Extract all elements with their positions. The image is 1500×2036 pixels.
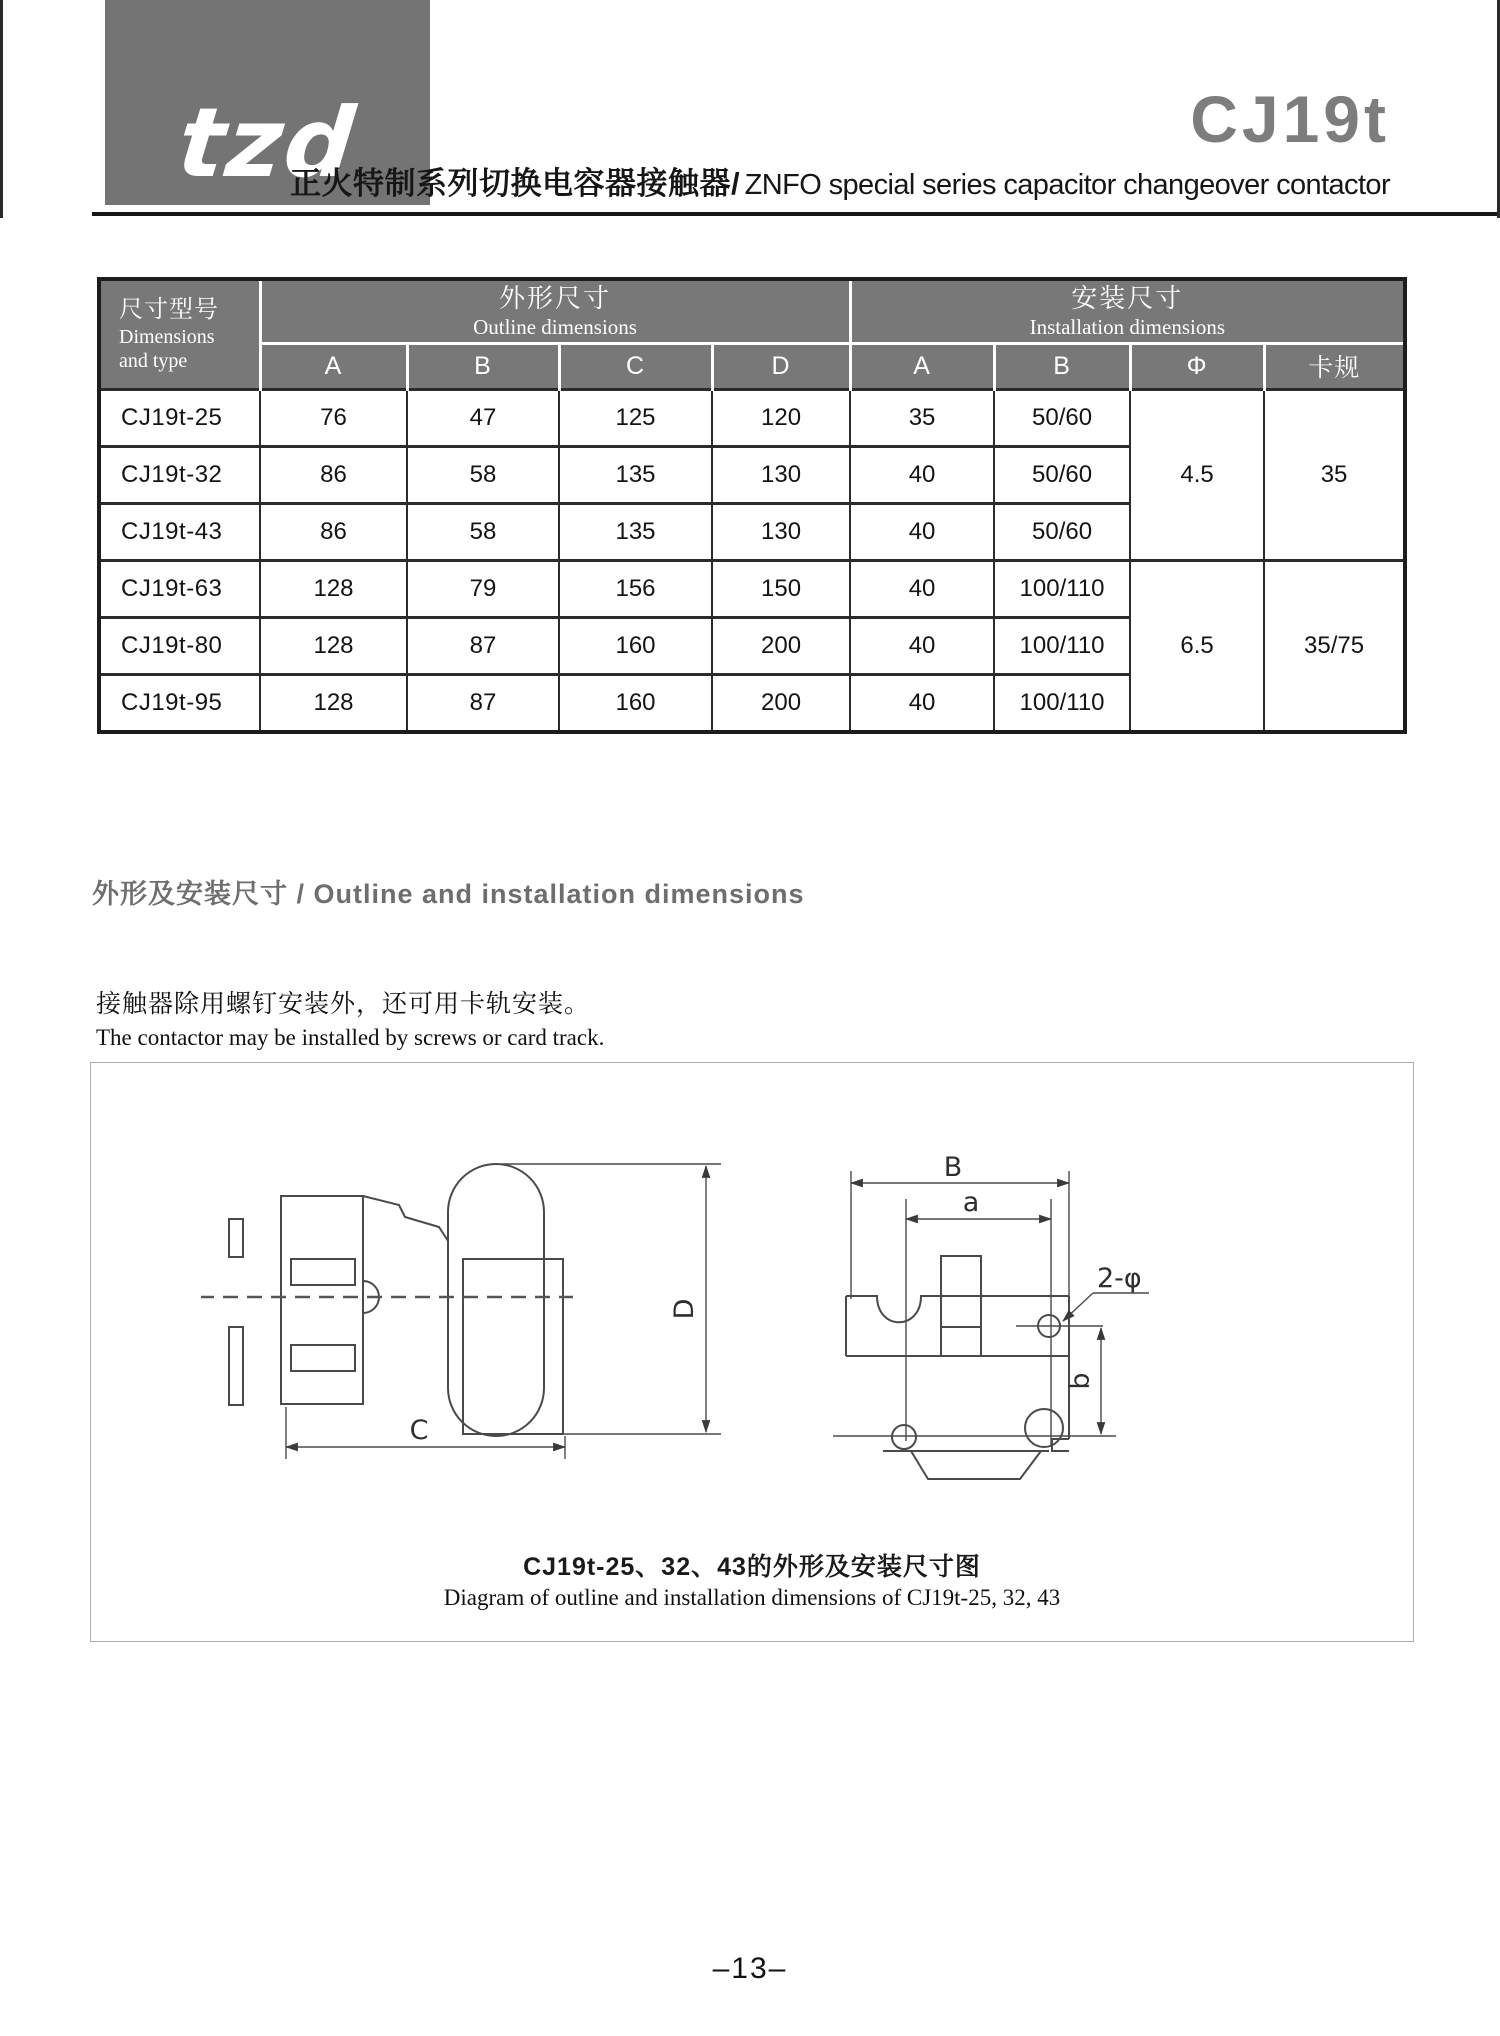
dim-label-B: B [943,1152,963,1183]
dimensions-table [97,277,1407,734]
table-row: CJ19t-25 76 47 125 120 35 50/60 4.5 35 [99,389,1405,446]
installation-note [96,984,604,1051]
product-code-title: CJ19t [1190,82,1390,156]
diagram-caption-chinese: CJ19t-25、32、43的外形及安装尺寸图 [523,1553,981,1581]
subtitle-english: ZNFO special series capacitor changeover contactor [744,169,1390,201]
note-chinese: 接触器除用螺钉安装外，还可用卡轨安装。 [96,991,591,1018]
model-cell: CJ19t-32 [99,446,260,503]
dim-label-D: D [669,1298,700,1320]
table-row: CJ19t-95 128 87 160 200 40 100/110 [99,674,1405,732]
header-group-outline-dimensions: 外形尺寸 Outline dimensions [260,279,850,343]
col-header-phi: Φ [1130,343,1264,389]
table-row: CJ19t-63 128 79 156 150 40 100/110 6.5 35/75 [99,560,1405,617]
brand-logo-text: tzd [173,87,362,199]
outline-diagram [201,1149,731,1479]
table-row: CJ19t-43 86 58 135 130 40 50/60 [99,503,1405,560]
col-header-install-a: A [850,343,994,389]
page-subtitle [290,158,1390,203]
gauge-group-cell: 35/75 [1264,560,1405,732]
col-header-outline-c: C [559,343,712,389]
dim-label-a: a [962,1187,980,1218]
model-cell: CJ19t-95 [99,674,260,732]
model-cell: CJ19t-25 [99,389,260,446]
subtitle-chinese: 正火特制系列切换电容器接触器/ [290,166,741,201]
col-header-card-gauge: 卡规 [1264,343,1405,389]
col-header-install-b: B [994,343,1130,389]
dim-label-2-phi: 2-φ [1097,1263,1142,1294]
page-number: –13– [712,1952,788,1985]
table-row: CJ19t-32 86 58 135 130 40 50/60 [99,446,1405,503]
model-cell: CJ19t-63 [99,560,260,617]
header-dimensions-and-type: 尺寸型号 Dimensions and type [99,279,260,389]
col-header-outline-d: D [712,343,850,389]
note-english: The contactor may be installed by screws or card track. [96,1025,605,1050]
table-row: CJ19t-80 128 87 160 200 40 100/110 [99,617,1405,674]
installation-diagram [831,1149,1251,1504]
header-group-installation-dimensions: 安装尺寸 Installation dimensions [850,279,1405,343]
dim-label-b: b [1065,1372,1096,1390]
page-left-edge-line [0,0,3,218]
header-divider-rule [92,212,1497,216]
dim-label-C: C [409,1415,429,1446]
diagram-box [90,1062,1414,1642]
diagram-caption-english: Diagram of outline and installation dimensions of CJ19t-25, 32, 43 [443,1585,1061,1610]
model-cell: CJ19t-43 [99,503,260,560]
section-heading: 外形及安装尺寸 / Outline and installation dimensions [92,879,805,909]
gauge-group-cell: 35 [1264,389,1405,560]
col-header-outline-b: B [407,343,559,389]
phi-group-cell: 4.5 [1130,389,1264,560]
model-cell: CJ19t-80 [99,617,260,674]
col-header-outline-a: A [260,343,407,389]
phi-group-cell: 6.5 [1130,560,1264,732]
